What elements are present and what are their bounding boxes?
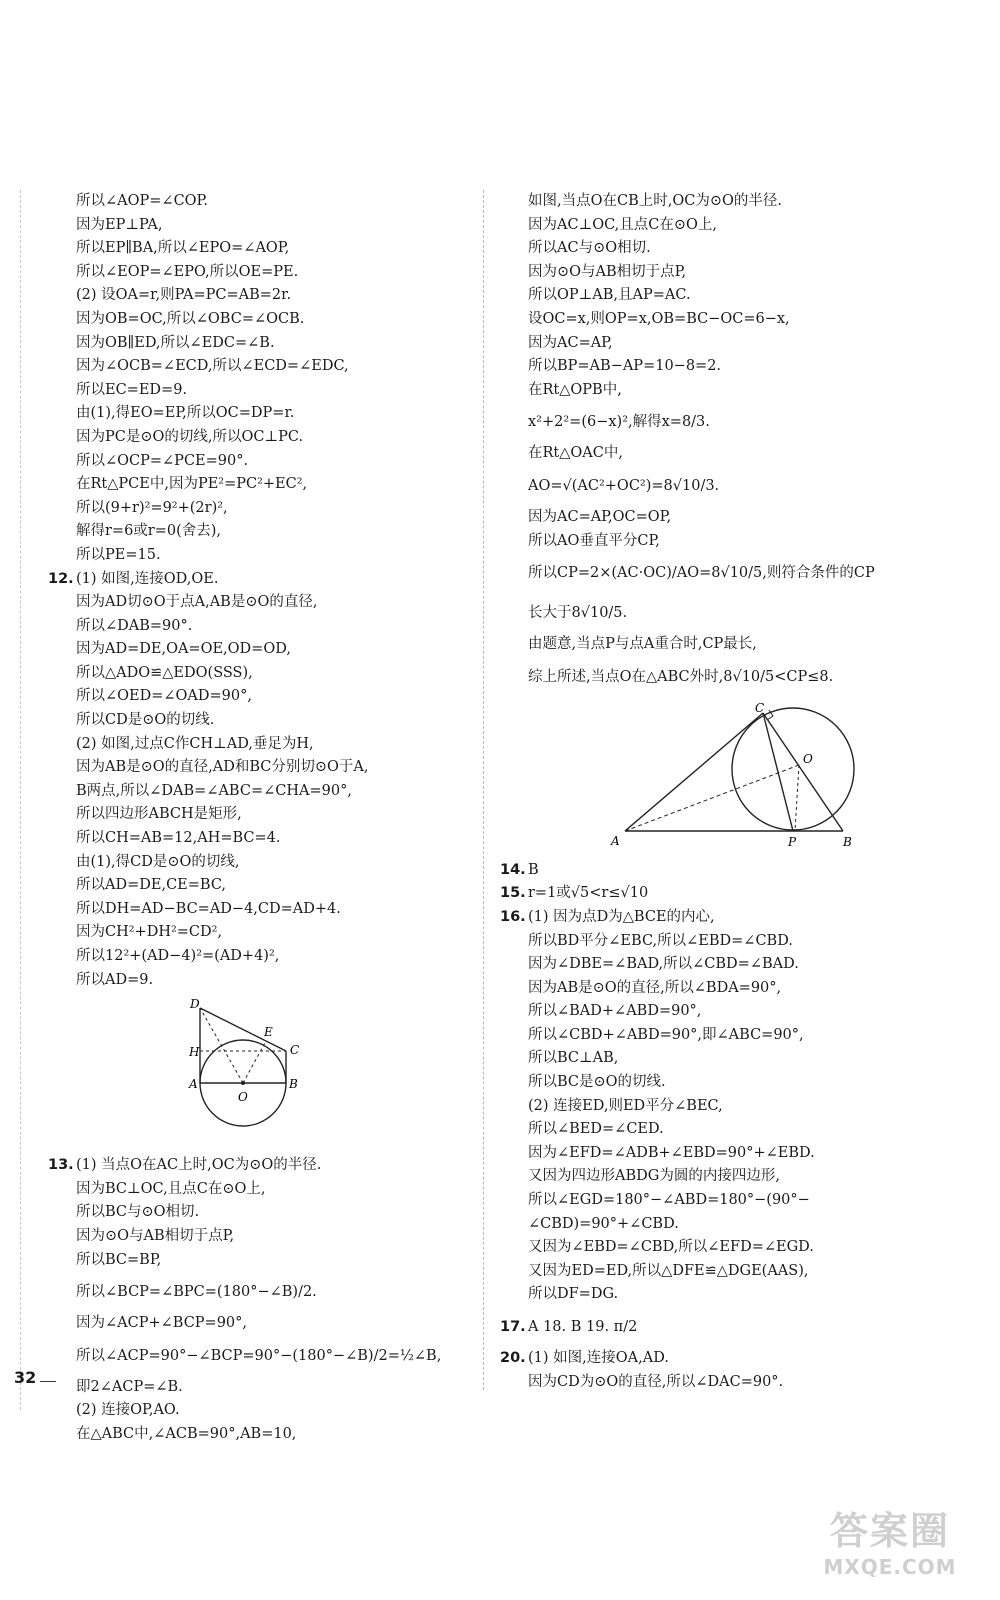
figure-circle-tangents-left bbox=[188, 998, 328, 1148]
figure-right-triangle-circle bbox=[605, 703, 865, 853]
text-line bbox=[500, 977, 970, 1001]
text-line bbox=[500, 355, 970, 379]
line-text: 因为OB=OC,所以∠OBC=∠OCB. bbox=[76, 310, 305, 327]
line-text: 所以EP∥BA,所以∠EPO=∠AOP, bbox=[76, 240, 290, 257]
line-text: 所以∠ACP=90°−∠BCP=90°−(180°−∠B)/2=½∠B, bbox=[76, 1347, 442, 1364]
text-line bbox=[48, 709, 468, 733]
line-text: 所以∠DAB=90°. bbox=[76, 617, 193, 634]
line-text: 所以(9+r)²=9²+(2r)², bbox=[76, 499, 228, 516]
line-text: x²+2²=(6−x)²,解得x=8/3. bbox=[528, 414, 710, 431]
line-text: B两点,所以∠DAB=∠ABC=∠CHA=90°, bbox=[76, 782, 352, 799]
line-text: 解得r=6或r=0(舍去), bbox=[76, 523, 222, 540]
text-line bbox=[500, 442, 970, 466]
line-text: 因为⊙O与AB相切于点P, bbox=[528, 263, 687, 280]
text-line bbox=[48, 497, 468, 521]
line-text: 因为EP⊥PA, bbox=[76, 216, 163, 233]
line-text: 所以∠BAD+∠ABD=90°, bbox=[528, 1003, 702, 1020]
segment-oe bbox=[243, 1041, 266, 1083]
text-line bbox=[500, 1165, 970, 1189]
text-line bbox=[48, 308, 468, 332]
text-line bbox=[48, 945, 468, 969]
text-line bbox=[48, 780, 468, 804]
line-text: 所以∠AOP=∠COP. bbox=[76, 193, 208, 209]
line-text: (1) 如图,连接OD,OE. bbox=[76, 570, 219, 587]
text-line bbox=[48, 1423, 468, 1447]
line-text: B bbox=[528, 861, 539, 878]
line-text: 所以CD是⊙O的切线. bbox=[76, 712, 215, 729]
text-line bbox=[48, 685, 468, 709]
text-line bbox=[48, 379, 468, 403]
line-text: 设OC=x,则OP=x,OB=BC−OC=6−x, bbox=[528, 310, 790, 327]
text-line bbox=[500, 1189, 970, 1213]
text-line bbox=[500, 284, 970, 308]
text-line bbox=[48, 568, 468, 592]
line-text: 长大于8√10/5. bbox=[528, 605, 628, 622]
text-line bbox=[48, 1336, 468, 1376]
text-line bbox=[500, 466, 970, 506]
line-text: 如图,当点O在CB上时,OC为⊙O的半径. bbox=[528, 193, 782, 209]
question-number: 20. bbox=[500, 1350, 526, 1366]
line-text: 因为BC⊥OC,且点C在⊙O上, bbox=[76, 1180, 266, 1197]
text-line bbox=[500, 261, 970, 285]
text-line bbox=[500, 657, 970, 697]
text-line bbox=[48, 332, 468, 356]
circle-o-right bbox=[732, 708, 854, 830]
line-text: 所以BC是⊙O的切线. bbox=[528, 1074, 666, 1091]
line-text: (2) 连接OP,AO. bbox=[76, 1402, 180, 1419]
line-text: (2) 设OA=r,则PA=PC=AB=2r. bbox=[76, 287, 292, 304]
line-text: 即2∠ACP=∠B. bbox=[76, 1378, 183, 1395]
text-line bbox=[500, 882, 970, 906]
text-line bbox=[500, 1142, 970, 1166]
text-line bbox=[48, 355, 468, 379]
text-line bbox=[48, 733, 468, 757]
line-text: 因为AC=AP,OC=OP, bbox=[528, 508, 672, 525]
question-number: 12. bbox=[48, 570, 74, 587]
segment-cp-right bbox=[763, 713, 793, 831]
text-line bbox=[500, 379, 970, 403]
line-text: 所以CP=2×(AC·OC)/AO=8√10/5,则符合条件的CP bbox=[528, 565, 875, 582]
line-text: 综上所述,当点O在△ABC外时,8√10/5<CP≤8. bbox=[528, 668, 834, 685]
text-line bbox=[500, 1118, 970, 1142]
line-text: 所以CH=AB=12,AH=BC=4. bbox=[76, 830, 281, 847]
line-text: 所以∠OED=∠OAD=90°, bbox=[76, 688, 252, 705]
text-line bbox=[48, 520, 468, 544]
line-text: 所以∠BCP=∠BPC=(180°−∠B)/2. bbox=[76, 1284, 317, 1301]
question-number: 14. bbox=[500, 861, 526, 878]
text-line bbox=[500, 1047, 970, 1071]
page-edge-line bbox=[20, 190, 21, 1410]
line-text: 因为AC⊥OC,且点C在⊙O上, bbox=[528, 216, 718, 233]
label-b-right: B bbox=[843, 834, 852, 849]
label-b: B bbox=[289, 1077, 298, 1092]
text-line bbox=[500, 1283, 970, 1307]
line-text: 在△ABC中,∠ACB=90°,AB=10, bbox=[76, 1425, 297, 1442]
text-line bbox=[48, 969, 468, 993]
line-text: 所以四边形ABCH是矩形, bbox=[76, 806, 242, 823]
left-text-block-2 bbox=[48, 1154, 468, 1446]
text-line bbox=[500, 1347, 970, 1371]
text-line bbox=[500, 1095, 970, 1119]
text-line bbox=[48, 237, 468, 261]
text-line bbox=[500, 214, 970, 238]
text-line bbox=[48, 1249, 468, 1273]
line-text: 所以BC⊥AB, bbox=[528, 1050, 619, 1067]
line-text: (2) 如图,过点C作CH⊥AD,垂足为H, bbox=[76, 735, 314, 752]
text-line bbox=[500, 190, 970, 214]
text-line bbox=[48, 851, 468, 875]
question-number: 13. bbox=[48, 1157, 74, 1174]
line-text: A 18. B 19. π/2 bbox=[528, 1319, 638, 1335]
text-line bbox=[48, 921, 468, 945]
right-text-block bbox=[500, 190, 970, 697]
text-line bbox=[48, 450, 468, 474]
line-text: 由(1),得EO=EP,所以OC=DP=r. bbox=[76, 405, 295, 422]
text-line bbox=[48, 638, 468, 662]
text-line bbox=[48, 591, 468, 615]
text-line bbox=[48, 874, 468, 898]
right-column bbox=[500, 190, 970, 1394]
text-line bbox=[500, 1260, 970, 1284]
text-line bbox=[48, 284, 468, 308]
line-text: 所以BD平分∠EBC,所以∠EBD=∠CBD. bbox=[528, 932, 793, 949]
text-line bbox=[48, 1272, 468, 1312]
text-line bbox=[500, 1236, 970, 1260]
text-line bbox=[500, 553, 970, 593]
line-text: 所以∠BED=∠CED. bbox=[528, 1121, 664, 1138]
right-text-block-2 bbox=[500, 859, 970, 1394]
text-line bbox=[500, 1071, 970, 1095]
line-text: 所以AD=DE,CE=BC, bbox=[76, 877, 227, 894]
line-text: 所以BC与⊙O相切. bbox=[76, 1204, 200, 1221]
text-line bbox=[500, 237, 970, 261]
text-line bbox=[500, 953, 970, 977]
line-text: 所以AC与⊙O相切. bbox=[528, 240, 651, 257]
line-text: 因为⊙O与AB相切于点P, bbox=[76, 1227, 235, 1244]
text-line bbox=[48, 898, 468, 922]
line-text: r=1或√5<r≤√10 bbox=[528, 885, 649, 902]
text-line bbox=[500, 506, 970, 530]
line-text: (2) 连接ED,则ED平分∠BEC, bbox=[528, 1097, 723, 1114]
line-text: ∠CBD)=90°+∠CBD. bbox=[528, 1215, 679, 1232]
text-line bbox=[500, 1371, 970, 1395]
line-text: 因为∠OCB=∠ECD,所以∠ECD=∠EDC, bbox=[76, 358, 349, 375]
line-text: 因为PC是⊙O的切线,所以OC⊥PC. bbox=[76, 428, 304, 445]
text-line bbox=[500, 930, 970, 954]
line-text: 所以∠OCP=∠PCE=90°. bbox=[76, 452, 249, 469]
column-divider bbox=[483, 190, 484, 1390]
line-text: (1) 当点O在AC上时,OC为⊙O的半径. bbox=[76, 1157, 322, 1174]
point-o bbox=[241, 1081, 245, 1085]
text-line bbox=[48, 1154, 468, 1178]
line-text: 所以AO垂直平分CP, bbox=[528, 532, 660, 549]
text-line bbox=[48, 190, 468, 214]
label-a: A bbox=[189, 1077, 198, 1092]
line-text: 所以∠EOP=∠EPO,所以OE=PE. bbox=[76, 263, 299, 280]
watermark bbox=[790, 1500, 990, 1590]
question-number: 17. bbox=[500, 1319, 526, 1335]
label-e: E bbox=[264, 1025, 273, 1040]
line-text: 所以∠CBD+∠ABD=90°,即∠ABC=90°, bbox=[528, 1026, 804, 1043]
text-line bbox=[48, 544, 468, 568]
label-d: D bbox=[190, 998, 200, 1012]
line-text: 所以BP=AB−AP=10−8=2. bbox=[528, 358, 722, 375]
text-line bbox=[48, 827, 468, 851]
question-number: 15. bbox=[500, 885, 526, 902]
text-line bbox=[500, 402, 970, 442]
text-line bbox=[48, 426, 468, 450]
line-text: 所以BC=BP, bbox=[76, 1251, 162, 1268]
watermark-title: 答案圈 bbox=[829, 1509, 950, 1553]
line-text: 因为AD=DE,OA=OE,OD=OD, bbox=[76, 641, 291, 658]
text-line bbox=[48, 1178, 468, 1202]
line-text: 因为OB∥ED,所以∠EDC=∠B. bbox=[76, 334, 275, 351]
text-line bbox=[48, 803, 468, 827]
text-line bbox=[500, 332, 970, 356]
label-o: O bbox=[238, 1090, 248, 1105]
segment-cb-right bbox=[763, 713, 843, 831]
text-line bbox=[500, 530, 970, 554]
label-h: H bbox=[189, 1045, 200, 1060]
page-number: 32 bbox=[14, 1368, 37, 1387]
left-text-block bbox=[48, 190, 468, 992]
line-text: 在Rt△PCE中,因为PE²=PC²+EC², bbox=[76, 476, 308, 493]
line-text: 由题意,当点P与点A重合时,CP最长, bbox=[528, 636, 757, 653]
text-line bbox=[500, 859, 970, 883]
label-a-right: A bbox=[611, 833, 620, 848]
line-text: 由(1),得CD是⊙O的切线, bbox=[76, 853, 240, 870]
text-line bbox=[48, 1201, 468, 1225]
line-text: 因为AB是⊙O的直径,所以∠BDA=90°, bbox=[528, 979, 782, 996]
line-text: 在Rt△OPB中, bbox=[528, 381, 622, 398]
text-line bbox=[48, 1376, 468, 1400]
line-text: 又因为∠EBD=∠CBD,所以∠EFD=∠EGD. bbox=[528, 1239, 814, 1256]
line-text: 所以AD=9. bbox=[76, 971, 154, 988]
line-text: 因为∠DBE=∠BAD,所以∠CBD=∠BAD. bbox=[528, 956, 799, 973]
left-column bbox=[48, 190, 468, 1447]
line-text: 因为CH²+DH²=CD², bbox=[76, 924, 223, 941]
text-line bbox=[500, 1024, 970, 1048]
text-line bbox=[48, 1312, 468, 1336]
segment-op-right bbox=[795, 765, 799, 831]
line-text: 因为∠ACP+∠BCP=90°, bbox=[76, 1315, 248, 1332]
line-text: AO=√(AC²+OC²)=8√10/3. bbox=[528, 477, 720, 494]
question-number: 16. bbox=[500, 908, 526, 925]
line-text: 在Rt△OAC中, bbox=[528, 445, 623, 462]
text-line bbox=[48, 214, 468, 238]
segment-ao-right bbox=[625, 765, 799, 831]
text-line bbox=[500, 1213, 970, 1237]
line-text: 所以△ADO≌△EDO(SSS), bbox=[76, 664, 253, 681]
line-text: 所以12²+(AD−4)²=(AD+4)², bbox=[76, 948, 280, 964]
text-line bbox=[500, 633, 970, 657]
line-text: 又因为ED=ED,所以△DFE≌△DGE(AAS), bbox=[528, 1262, 809, 1279]
text-line bbox=[48, 402, 468, 426]
text-line bbox=[48, 756, 468, 780]
text-line bbox=[500, 1307, 970, 1347]
line-text: 所以EC=ED=9. bbox=[76, 381, 188, 398]
label-c-right: C bbox=[755, 702, 765, 715]
text-line bbox=[48, 1225, 468, 1249]
watermark-url: MXQE.COM bbox=[823, 1555, 957, 1579]
line-text: 因为∠EFD=∠ADB+∠EBD=90°+∠EBD. bbox=[528, 1144, 815, 1161]
text-line bbox=[500, 308, 970, 332]
line-text: 所以OP⊥AB,且AP=AC. bbox=[528, 287, 691, 304]
line-text: 所以PE=15. bbox=[76, 546, 161, 563]
label-c: C bbox=[290, 1043, 300, 1058]
text-line bbox=[500, 1000, 970, 1024]
text-line bbox=[48, 615, 468, 639]
line-text: 因为AB是⊙O的直径,AD和BC分别切⊙O于A, bbox=[76, 759, 369, 776]
page-number-rule bbox=[40, 1381, 56, 1382]
line-text: 因为AC=AP, bbox=[528, 334, 613, 351]
line-text: 所以DF=DG. bbox=[528, 1286, 619, 1303]
label-o-right: O bbox=[803, 751, 813, 766]
text-line bbox=[48, 1399, 468, 1423]
label-p-right: P bbox=[788, 834, 797, 849]
line-text: (1) 因为点D为△BCE的内心, bbox=[528, 908, 715, 925]
text-line bbox=[48, 662, 468, 686]
line-text: (1) 如图,连接OA,AD. bbox=[528, 1350, 669, 1366]
text-line bbox=[500, 906, 970, 930]
line-text: 所以∠EGD=180°−∠ABD=180°−(90°− bbox=[528, 1192, 810, 1209]
line-text: 因为CD为⊙O的直径,所以∠DAC=90°. bbox=[528, 1373, 784, 1390]
segment-ac-right bbox=[625, 713, 763, 831]
text-line bbox=[48, 261, 468, 285]
line-text: 又因为四边形ABDG为圆的内接四边形, bbox=[528, 1168, 780, 1185]
text-line bbox=[48, 473, 468, 497]
line-text: 因为AD切⊙O于点A,AB是⊙O的直径, bbox=[76, 594, 318, 611]
line-text: 所以DH=AD−BC=AD−4,CD=AD+4. bbox=[76, 900, 341, 917]
text-line bbox=[500, 593, 970, 633]
